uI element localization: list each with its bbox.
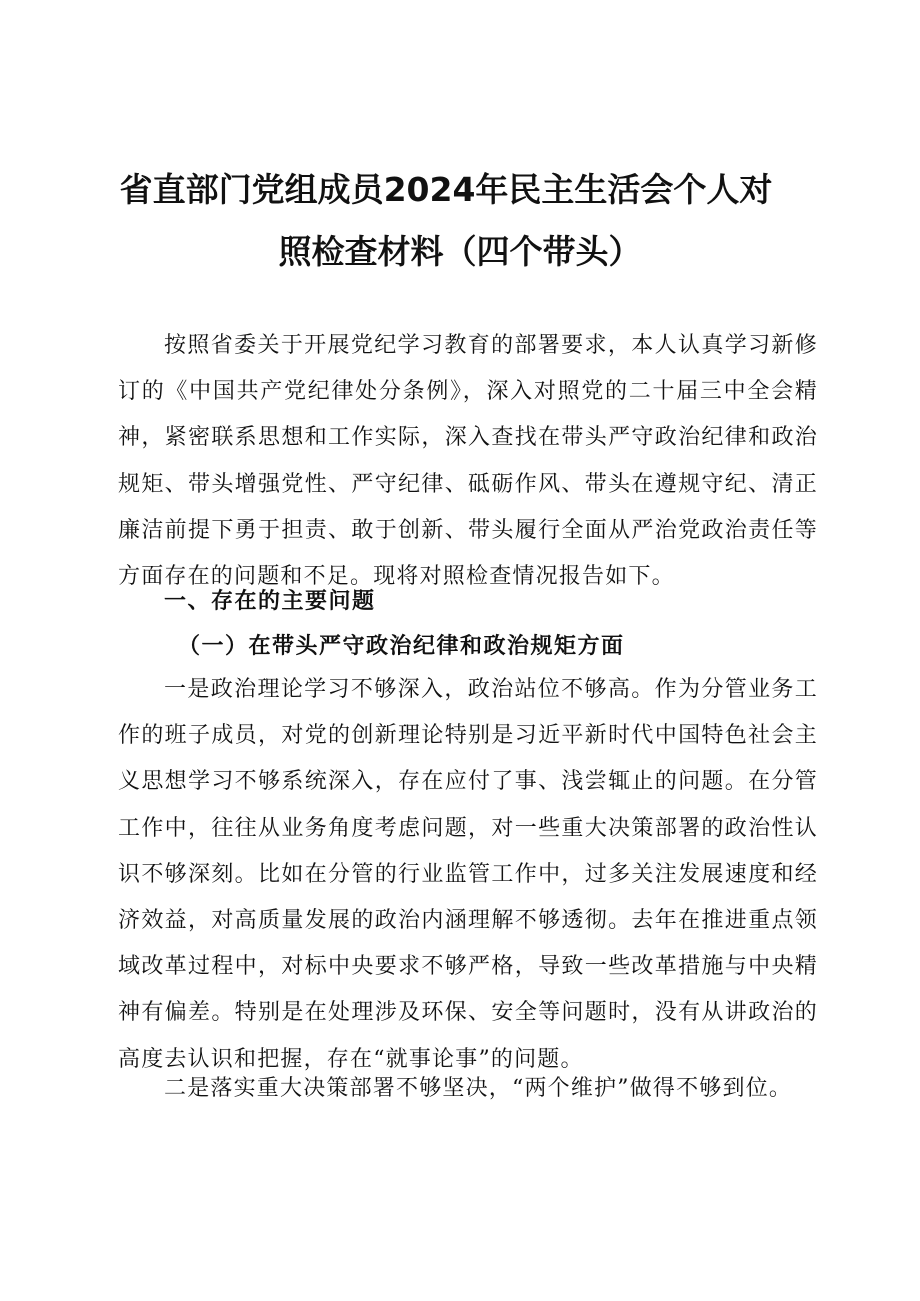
- body-paragraph-2-text: 二是落实重大决策部署不够坚决，“两个维护”做得不够到位。: [164, 1076, 793, 1101]
- body-paragraph-1-text: 一是政治理论学习不够深入，政治站位不够高。作为分管业务工作的班子成员，对党的创新理论特别是习近平新时代中国特色社会主义思想学习不够系统深入，存在应付了事、浅尝辄止的问题。在分管工作中，往往从业务角度考虑问题，对一些重大决策部署的政治性认识不够深刻。比如在分管的行业监管工作中，过多关注发展速度和经济效益，对高质量发展的政治内涵理解不够透彻。去年在推进重点领域改革过程中，对标中央要求不够严格，导致一些改革措施与中央精神有偏差。特别是在处理涉及环保、安全等问题时，没有从讲政治的高度去认识和把握，存在“就事论事”的问题。: [118, 677, 818, 1072]
- body-paragraph-2: [118, 1066, 818, 1112]
- intro-paragraph: [118, 323, 818, 600]
- body-paragraph-1: [118, 667, 818, 1083]
- document-title-line-1: 省直部门党组成员2024年民主生活会个人对: [119, 170, 773, 209]
- subsection-heading-1: （一）在带头严守政治纪律和政治规矩方面: [178, 633, 625, 659]
- intro-text: 按照省委关于开展党纪学习教育的部署要求，本人认真学习新修订的《中国共产党纪律处分条例》，深入对照党的二十届三中全会精神，紧密联系思想和工作实际，深入查找在带头严守政治纪律和政治规矩、带头增强党性、严守纪律、砥砺作风、带头在遵规守纪、清正廉洁前提下勇于担责、敢于创新、带头履行全面从严治党政治责任等方面存在的问题和不足。现将对照检查情况报告如下。: [118, 333, 818, 590]
- section-heading-1: 一、存在的主要问题: [164, 589, 376, 614]
- document-title-line-2: 照检查材料（四个带头）: [278, 232, 642, 271]
